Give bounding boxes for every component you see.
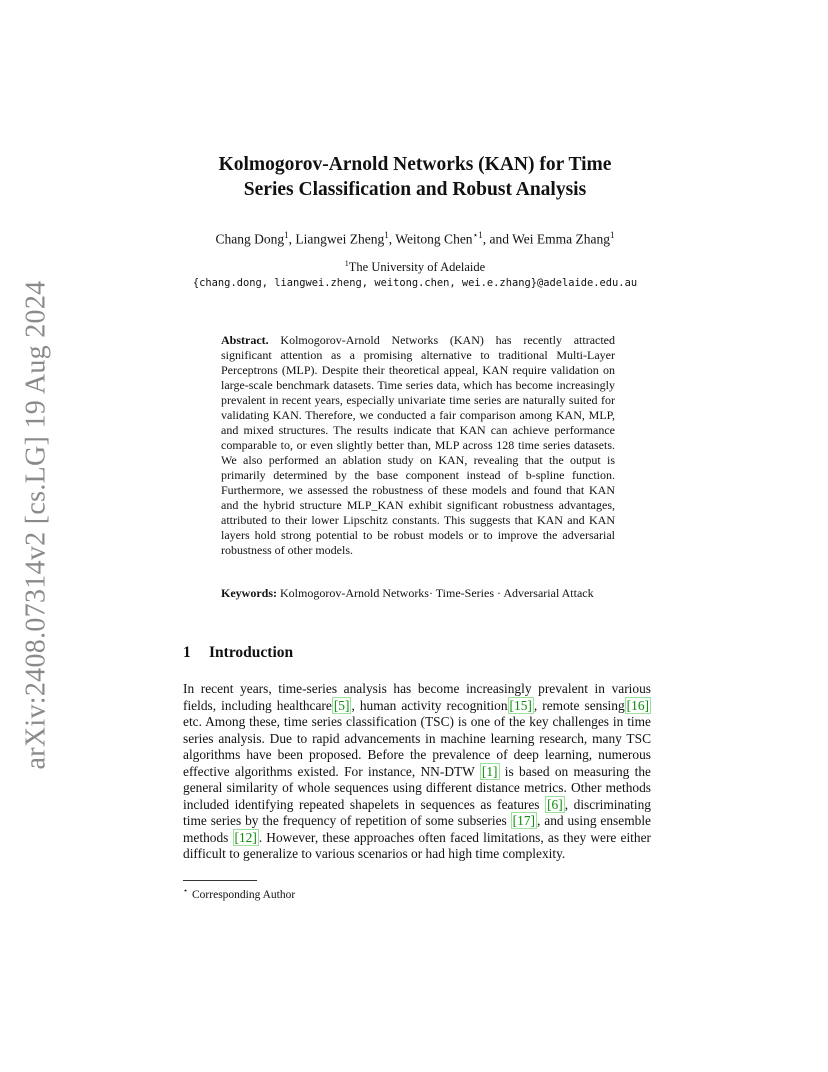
citation-link[interactable]: [15] — [509, 697, 532, 713]
intro-text: , and using ensemble methods — [183, 813, 651, 845]
section-number: 1 — [183, 644, 191, 661]
email-handles: {chang.dong, liangwei.zheng, weitong.chen, wei.e.zhang} — [192, 277, 537, 289]
footnote-mark: ⋆ — [183, 886, 189, 895]
footnote-text: Corresponding Author — [192, 888, 296, 901]
intro-text: , remote sensing — [533, 697, 625, 713]
section-title: Introduction — [209, 644, 294, 661]
author-separator: , — [288, 231, 296, 247]
footnote — [183, 886, 295, 901]
citation-link[interactable]: [16] — [626, 697, 649, 713]
author-name: Liangwei Zheng — [295, 231, 385, 247]
author-mark: 1 — [284, 230, 289, 240]
citation-link[interactable]: [6] — [547, 796, 563, 812]
intro-text: . However, these approaches often faced limitations, as they were either difficult to generalize to various scenarios or had high time complexity. — [183, 829, 651, 861]
intro-text: , discriminating time series by the frequency of repetition of some subseries — [183, 796, 651, 828]
abstract — [221, 333, 615, 558]
keywords-text: Kolmogorov-Arnold Networks· Time-Series · Adversarial Attack — [280, 586, 594, 600]
abstract-text: Kolmogorov-Arnold Networks (KAN) has recently attracted significant attention as a promising alternative to traditional Multi-Layer Perceptrons (MLP). Despite their theoretical appeal, KAN require validation on large-scale benchmark datasets. Time series data, which has become increasingly prevalent in recent years, especially univariate time series are naturally suited for validating KAN. Therefore, we conducted a fair comparison among KAN, MLP, and mixed structures. The results indicate that KAN can achieve performance comparable to, or even slightly better than, MLP across 128 time series datasets. We also performed an ablation study on KAN, revealing that the output is primarily determined by the base component instead of b-spline function. Furthermore, we assessed the robustness of these models and found that KAN and the hybrid structure MLP_KAN exhibit significant robustness advantages, attributed to their lower Lipschitz constants. This suggests that KAN and KAN layers hold strong potential to be robust models or to improve the adversarial robustness of other models. — [221, 333, 616, 557]
paper-title-line-1: Kolmogorov-Arnold Networks (KAN) for Time — [218, 154, 612, 175]
author-list — [120, 230, 710, 248]
citation-link[interactable]: [12] — [234, 829, 257, 845]
paper-title-line-2: Series Classification and Robust Analysis — [243, 179, 587, 200]
affiliation — [120, 259, 710, 275]
affiliation-mark: 1 — [344, 259, 349, 268]
author-name: Chang Dong — [215, 231, 285, 247]
author-separator: , and — [482, 231, 513, 247]
keywords-label: Keywords: — [221, 586, 277, 600]
citation-link[interactable]: [5] — [333, 697, 350, 713]
affiliation-name: The University of Adelaide — [348, 260, 486, 275]
email-domain: @adelaide.edu.au — [536, 277, 638, 289]
intro-text: etc. Among these, time series classification (TSC) is one of the key challenges in time series analysis. Due to rapid advancements in machine learning research, many TSC algorithms have been proposed. Before the prevalence of deep learning, numerous effective algorithms existed. For instance, NN-DTW — [183, 714, 651, 779]
arxiv-identifier: arXiv:2408.07314v2 [cs.LG] 19 Aug 2024 — [20, 280, 51, 770]
paper-title — [120, 152, 710, 202]
author-mark: 1 — [609, 230, 615, 240]
author-name: Wei Emma Zhang — [512, 231, 610, 247]
author-name: Weitong Chen — [395, 231, 473, 247]
intro-text: , human activity recognition — [351, 697, 508, 713]
keywords — [221, 586, 615, 601]
arxiv-identifier-stamp — [14, 280, 58, 770]
author-emails — [100, 275, 730, 289]
citation-link[interactable]: [17] — [512, 813, 535, 828]
abstract-label: Abstract. — [221, 333, 269, 347]
footnote-divider — [183, 880, 257, 881]
section-heading — [183, 644, 293, 662]
introduction-paragraph — [183, 681, 651, 863]
intro-text: In recent years, time-series analysis has become increasingly prevalent in various fields, including healthcare — [183, 681, 651, 713]
intro-text: is based on measuring the general similarity of whole sequences using different distance metrics. Other methods included identifying repeated shapelets in sequences as features — [183, 763, 652, 812]
author-mark: ⋆1 — [472, 230, 483, 240]
author-separator: , — [388, 231, 396, 247]
citation-link[interactable]: [1] — [481, 763, 498, 779]
author-mark: 1 — [384, 230, 389, 240]
